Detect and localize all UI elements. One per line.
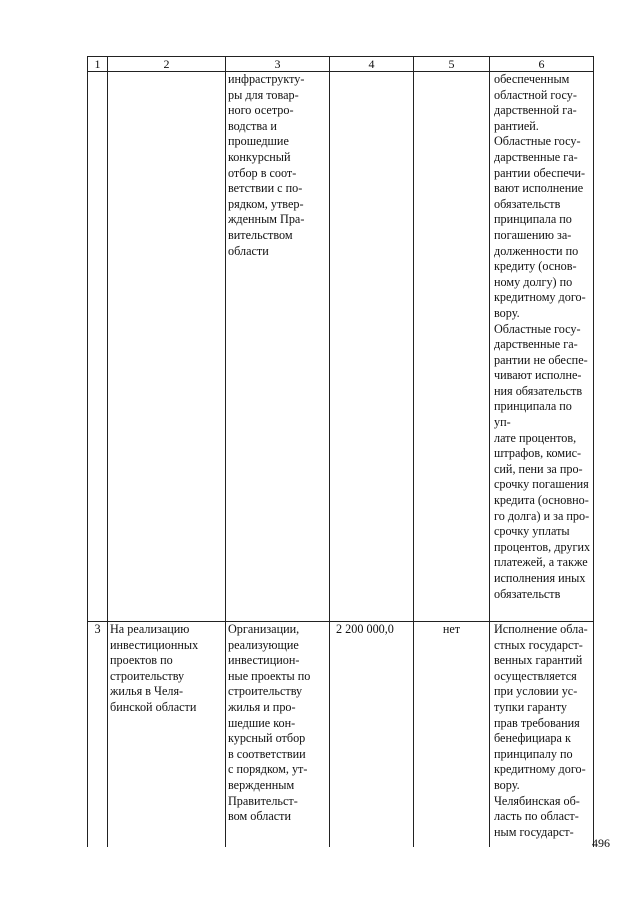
recourse-cell: нет bbox=[414, 622, 490, 848]
table-row bbox=[88, 72, 594, 622]
table-row bbox=[88, 622, 594, 848]
guarantees-table bbox=[87, 56, 594, 847]
header-cell: 2 bbox=[108, 57, 226, 72]
purpose-cell bbox=[108, 72, 226, 622]
recourse-cell bbox=[414, 72, 490, 622]
table-header-row bbox=[88, 57, 594, 72]
header-cell: 6 bbox=[490, 57, 594, 72]
page-number: 496 bbox=[592, 836, 610, 850]
header-cell: 3 bbox=[226, 57, 330, 72]
conditions-cell: Исполнение обла- стных государст- венных гарантий осуществляется при условии ус- тупки гаранту прав требования бенефициара к принципалу по кредитному дого- вору. Челябинская об- ласть по област- ным государст- bbox=[490, 622, 594, 848]
conditions-cell: обеспеченным областной госу- дарственной га- рантией. Областные госу- дарственные га- рантии обеспечи- вают исполнение обязательств принципала по погашению за- долженности по кредиту (основ- ному долгу) по кредитному дого- вору. Областные госу- дарственные га- рантии не обеспе- чивают исполне- ния обязательств принципала по уп- лате процентов, штрафов, комис- сий, пени за про- срочку погашения кредита (основно- го долга) и за про- срочку уплаты процентов, других платежей, а также исполнения иных обязательств bbox=[490, 72, 594, 622]
header-cell: 4 bbox=[330, 57, 414, 72]
row-number-cell bbox=[88, 72, 108, 622]
header-cell: 5 bbox=[414, 57, 490, 72]
amount-cell bbox=[330, 72, 414, 622]
row-number-cell: 3 bbox=[88, 622, 108, 848]
principal-category-cell: Организации, реализующие инвестицион- ные проекты по строительству жилья и про- шедшие кон- курсный отбор в соответствии с порядком, ут- вержденным Правительст- вом области bbox=[226, 622, 330, 848]
header-cell: 1 bbox=[88, 57, 108, 72]
purpose-cell: На реализацию инвестиционных проектов по строительству жилья в Челя- бинской области bbox=[108, 622, 226, 848]
amount-cell: 2 200 000,0 bbox=[330, 622, 414, 848]
principal-category-cell: инфраструкту- ры для товар- ного осетро- водства и прошедшие конкурсный отбор в соот- ветствии с по- рядком, утвер- жденным Пра- вительством области bbox=[226, 72, 330, 622]
